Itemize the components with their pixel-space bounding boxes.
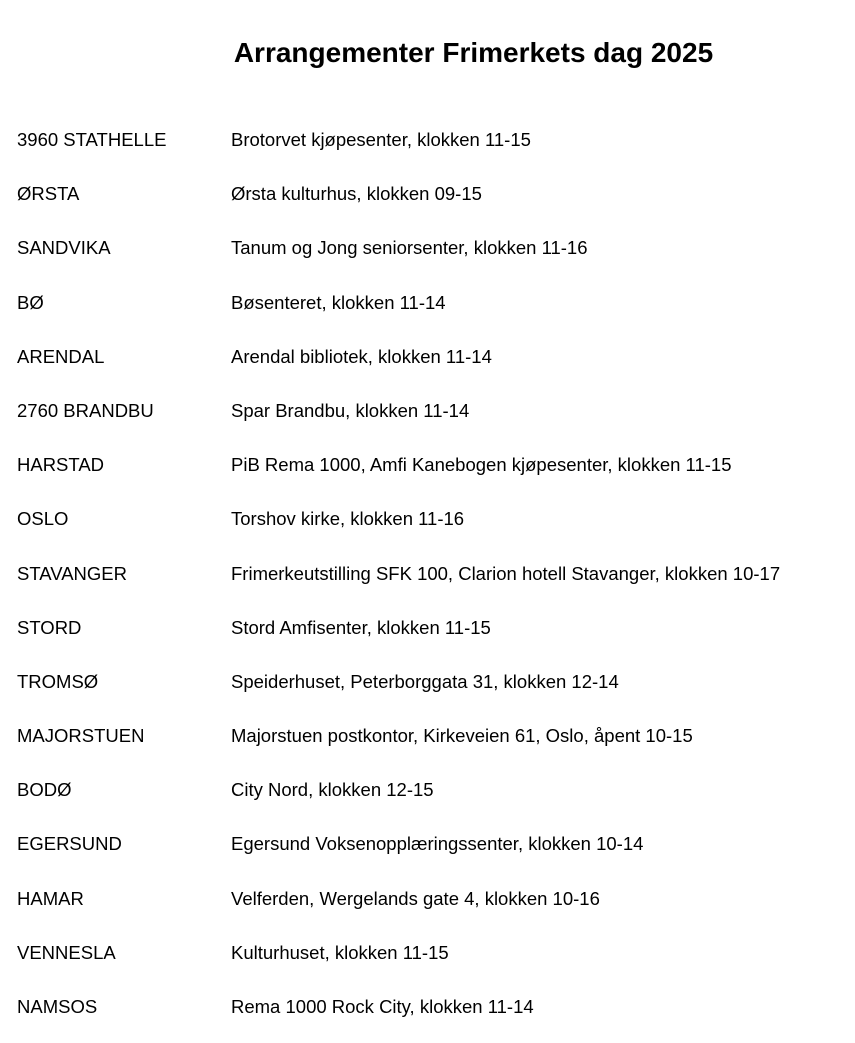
event-details: Tanum og Jong seniorsenter, klokken 11-16 — [231, 237, 588, 259]
event-details: Stord Amfisenter, klokken 11-15 — [231, 616, 491, 638]
event-details: Torshov kirke, klokken 11-16 — [231, 508, 465, 530]
event-place: OSLO — [17, 508, 69, 530]
event-place: ARENDAL — [17, 345, 105, 367]
event-details: Egersund Voksenopplæringssenter, klokken 10-14 — [231, 833, 644, 855]
event-place: HARSTAD — [17, 454, 105, 476]
event-row — [0, 664, 855, 718]
event-row — [0, 935, 855, 989]
event-row — [0, 826, 855, 880]
event-details: Rema 1000 Rock City, klokken 11-14 — [231, 996, 534, 1017]
event-place: HAMAR — [17, 887, 84, 909]
event-row — [0, 285, 855, 339]
event-row — [0, 610, 855, 664]
event-details: Arendal bibliotek, klokken 11-14 — [231, 345, 492, 367]
event-details: Kulturhuset, klokken 11-15 — [231, 941, 449, 963]
page-title: Arrangementer Frimerkets dag 2025 — [233, 36, 714, 68]
event-row — [0, 122, 855, 176]
event-details: Ørsta kulturhus, klokken 09-15 — [231, 183, 482, 205]
event-details: Speiderhuset, Peterborggata 31, klokken 12-14 — [231, 670, 619, 692]
event-details: City Nord, klokken 12-15 — [231, 779, 434, 801]
event-place: STORD — [17, 616, 82, 638]
event-row — [0, 501, 855, 555]
event-details: PiB Rema 1000, Amfi Kanebogen kjøpesenter, klokken 11-15 — [231, 454, 732, 476]
event-details: Frimerkeutstilling SFK 100, Clarion hotell Stavanger, klokken 10-17 — [231, 562, 781, 584]
event-row — [0, 447, 855, 501]
event-place: STAVANGER — [17, 562, 127, 584]
event-row — [0, 989, 855, 1043]
event-details: Velferden, Wergelands gate 4, klokken 10-16 — [231, 887, 600, 909]
event-place: BODØ — [17, 779, 72, 801]
event-place: TROMSØ — [17, 670, 99, 692]
event-place: VENNESLA — [17, 941, 116, 963]
event-row — [0, 881, 855, 935]
event-details: Brotorvet kjøpesenter, klokken 11-15 — [231, 129, 531, 150]
event-row — [0, 772, 855, 826]
event-place: 2760 BRANDBU — [17, 399, 154, 421]
event-place: ØRSTA — [17, 183, 80, 205]
event-details: Bøsenteret, klokken 11-14 — [231, 291, 446, 313]
event-details: Majorstuen postkontor, Kirkeveien 61, Oslo, åpent 10-15 — [231, 725, 693, 747]
event-place: BØ — [17, 291, 44, 313]
event-place: 3960 STATHELLE — [17, 129, 167, 150]
event-place: MAJORSTUEN — [17, 725, 145, 747]
event-row — [0, 718, 855, 772]
event-row — [0, 339, 855, 393]
event-details: Spar Brandbu, klokken 11-14 — [231, 399, 470, 421]
event-place: EGERSUND — [17, 833, 122, 855]
event-place: NAMSOS — [17, 996, 98, 1017]
event-row — [0, 230, 855, 284]
event-row — [0, 556, 855, 610]
event-list — [0, 122, 855, 1043]
event-place: SANDVIKA — [17, 237, 111, 259]
event-row — [0, 393, 855, 447]
event-row — [0, 176, 855, 230]
